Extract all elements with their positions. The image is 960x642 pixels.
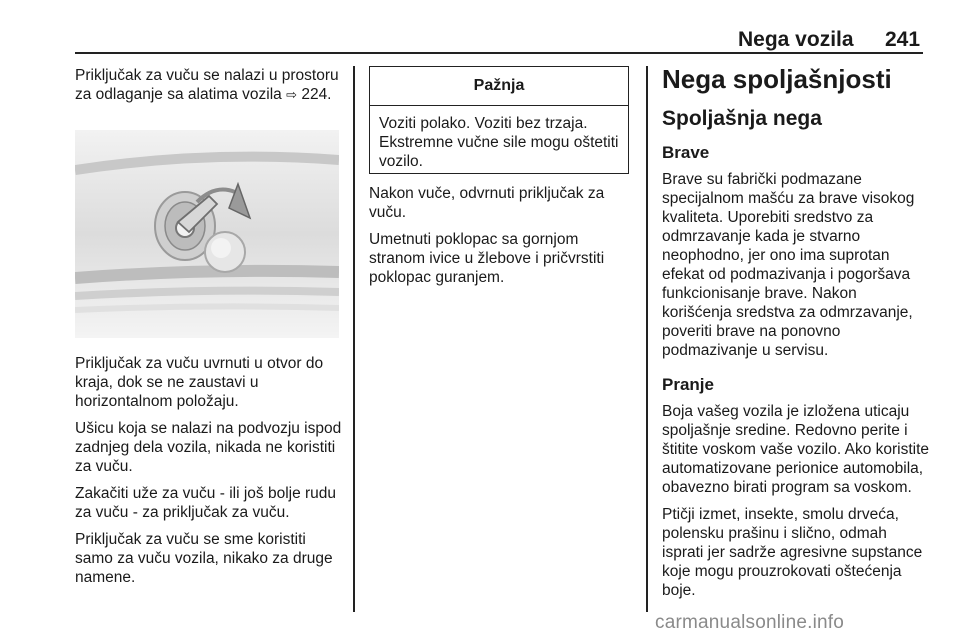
paragraph-tow-eye-location: Priključak za vuču se nalazi u prostoru za odlaganje sa alatima vozila ⇨ 224. <box>75 67 339 103</box>
heading-washing: Pranje <box>662 375 714 394</box>
column-divider-right <box>646 66 648 612</box>
paragraph-towing-only: Priključak za vuču se sme koristiti samo za vuču vozila, nikako za druge namene. <box>75 531 333 586</box>
page-reference-arrow-icon: ⇨ <box>286 87 298 102</box>
caution-title: Pažnja <box>370 67 628 106</box>
page-reference: 224. <box>297 86 332 103</box>
column-divider-left <box>353 66 355 612</box>
heading-locks: Brave <box>662 143 710 162</box>
column-right <box>662 64 930 608</box>
tow-eye-illustration <box>75 130 339 338</box>
paragraph-tow-eye-warning: Ušicu koja se nalazi na podvozju ispod zadnjeg dela vozila, nikada ne koristiti za vuču. <box>75 420 342 475</box>
header-rule <box>75 52 923 54</box>
paragraph-screw-in: Priključak za vuču uvrnuti u otvor do kraja, dok se ne zaustavi u horizontalnom položaju. <box>75 355 324 410</box>
section-heading: Nega spoljašnjosti <box>662 64 892 94</box>
header-title: Nega vozila <box>738 28 854 51</box>
column-left <box>75 66 343 112</box>
paragraph-unscrew: Nakon vuče, odvrnuti priključak za vuču. <box>369 185 605 221</box>
paragraph-washing-2: Ptičji izmet, insekte, smolu drveća, polensku prašinu i slično, odmah isprati jer sadrže agresivne supstance koje mogu prouzrokovati oštećenja boje. <box>662 506 923 599</box>
paragraph-insert-cover: Umetnuti poklopac sa gornjom stranom ivice u žlebove i pričvrstiti poklopac guranjem. <box>369 231 605 286</box>
column-left-lower <box>75 354 343 595</box>
page-number: 241 <box>885 28 921 51</box>
paragraph-attach-rope: Zakačiti uže za vuču - ili još bolje rudu za vuču - za priključak za vuču. <box>75 485 337 521</box>
watermark-text: carmanualsonline.info <box>655 612 845 633</box>
subsection-heading: Spoljašnja nega <box>662 107 822 130</box>
column-middle <box>369 184 631 295</box>
paragraph-washing-1: Boja vašeg vozila je izložena uticaju spoljašnje sredine. Redovno perite i štitite voskom vaše vozilo. Ako koristite automatizovane perionice automobila, obavezno birati program sa voskom. <box>662 403 930 496</box>
caution-text: Voziti polako. Voziti bez trzaja. Ekstremne vučne sile mogu oštetiti vozilo. <box>379 115 619 170</box>
caution-box <box>369 66 629 174</box>
paragraph-locks: Brave su fabrički podmazane specijalnom mašću za brave visokog kvaliteta. Uporebiti sredstvo za odmrzavanje kada je stvarno neophodno, jer ono ima suprotan efekat od podmazivanja i pogoršava funkcionisanje brave. Nakon korišćenja sredstva za odmrzavanje, poveriti brave na ponovno podmazivanje u servisu. <box>662 171 915 359</box>
